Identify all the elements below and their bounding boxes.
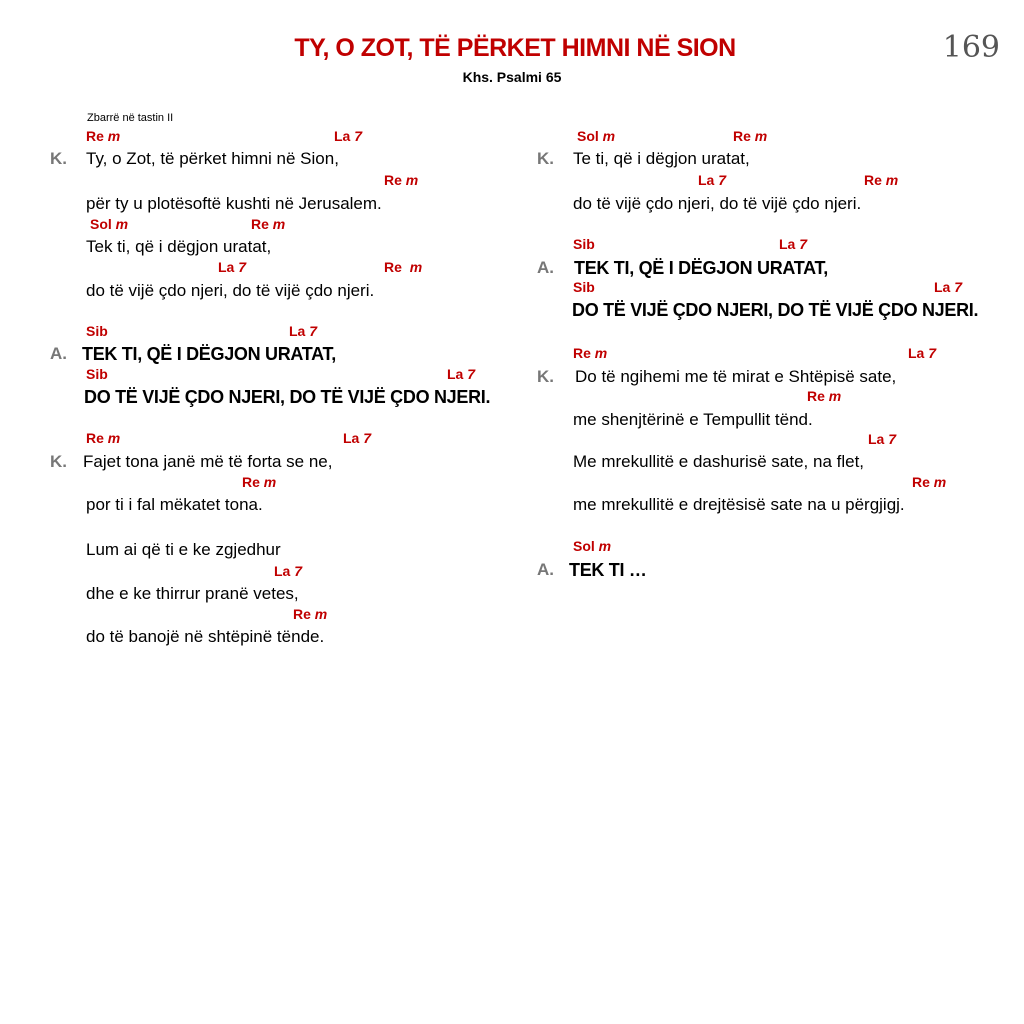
chord-sol-m: Sol m (573, 538, 612, 554)
chord-sib: Sib (86, 366, 108, 382)
lyric-line: do të vijë çdo njeri, do të vijë çdo njeri. (573, 194, 862, 213)
lyric-line: për ty u plotësoftë kushti në Jerusalem. (86, 194, 382, 213)
refrain-line: DO TË VIJË ÇDO NJERI, DO TË VIJË ÇDO NJERI. (84, 387, 491, 407)
hymn-title: TY, O ZOT, TË PËRKET HIMNI NË SION (294, 34, 736, 62)
chord-re-m: Re m (251, 216, 286, 232)
chord-la-7: La 7 (908, 345, 937, 361)
lyric-line: por ti i fal mëkatet tona. (86, 495, 263, 514)
chord-sol-m: Sol m (577, 128, 616, 144)
chord-la-7: La 7 (218, 259, 247, 275)
lyric-line: Tek ti, që i dëgjon uratat, (86, 237, 272, 256)
lyric-line: Fajet tona janë më të forta se ne, (83, 452, 333, 471)
chord-re-m: Re m (293, 606, 328, 622)
lyric-line: Do të ngihemi me të mirat e Shtëpisë sate, (575, 367, 897, 386)
chord-sib: Sib (86, 323, 108, 339)
chord-sib: Sib (573, 236, 595, 252)
chord-re-m: Re m (807, 388, 842, 404)
lyric-line: Ty, o Zot, të përket himni në Sion, (86, 149, 339, 168)
chord-la-7: La 7 (698, 172, 727, 188)
chord-la-7: La 7 (289, 323, 318, 339)
chord-re-m: Re m (733, 128, 768, 144)
lyric-line: dhe e ke thirrur pranë vetes, (86, 584, 299, 603)
chord-sib: Sib (573, 279, 595, 295)
chord-la-7: La 7 (934, 279, 963, 295)
lyric-line: do të banojë në shtëpinë tënde. (86, 627, 325, 646)
chord-la-7: La 7 (779, 236, 808, 252)
verse-marker-a: A. (50, 344, 67, 363)
lyric-line: Me mrekullitë e dashurisë sate, na flet, (573, 452, 865, 471)
verse-marker-k: K. (50, 452, 67, 471)
chord-la-7: La 7 (274, 563, 303, 579)
chord-la-7: La 7 (447, 366, 476, 382)
chord-re-m: Re m (864, 172, 899, 188)
chord-re-m: Re m (242, 474, 277, 490)
verse-marker-a: A. (537, 258, 554, 277)
lyric-line: Te ti, që i dëgjon uratat, (573, 149, 750, 168)
chord-la-7: La 7 (868, 431, 897, 447)
refrain-line: DO TË VIJË ÇDO NJERI, DO TË VIJË ÇDO NJERI. (572, 300, 979, 320)
chord-la-7: La 7 (334, 128, 363, 144)
chord-la-7: La 7 (343, 430, 372, 446)
chord-re-m: Re m (912, 474, 947, 490)
lyric-line: me mrekullitë e drejtësisë sate na u përgjigj. (573, 495, 905, 514)
lyric-line: Lum ai që ti e ke zgjedhur (86, 540, 281, 559)
verse-marker-a: A. (537, 560, 554, 579)
verse-marker-k: K. (537, 367, 554, 386)
chord-sol-m: Sol m (90, 216, 129, 232)
chord-re-m: Re m (86, 430, 121, 446)
chord-re-m: Re m (384, 259, 423, 275)
chord-re-m: Re m (573, 345, 608, 361)
lyric-line: me shenjtërinë e Tempullit tënd. (573, 410, 813, 429)
chord-re-m: Re m (86, 128, 121, 144)
capo-note: Zbarrë në tastin II (87, 112, 174, 124)
refrain-line: TEK TI, QË I DËGJON URATAT, (82, 344, 336, 364)
verse-marker-k: K. (50, 149, 67, 168)
psalm-reference: Khs. Psalmi 65 (462, 69, 562, 85)
refrain-line: TEK TI … (569, 560, 647, 580)
chord-re-m: Re m (384, 172, 419, 188)
lyric-line: do të vijë çdo njeri, do të vijë çdo njeri. (86, 281, 375, 300)
page-number: 169 (942, 30, 1000, 65)
refrain-line: TEK TI, QË I DËGJON URATAT, (574, 258, 828, 278)
verse-marker-k: K. (537, 149, 554, 168)
